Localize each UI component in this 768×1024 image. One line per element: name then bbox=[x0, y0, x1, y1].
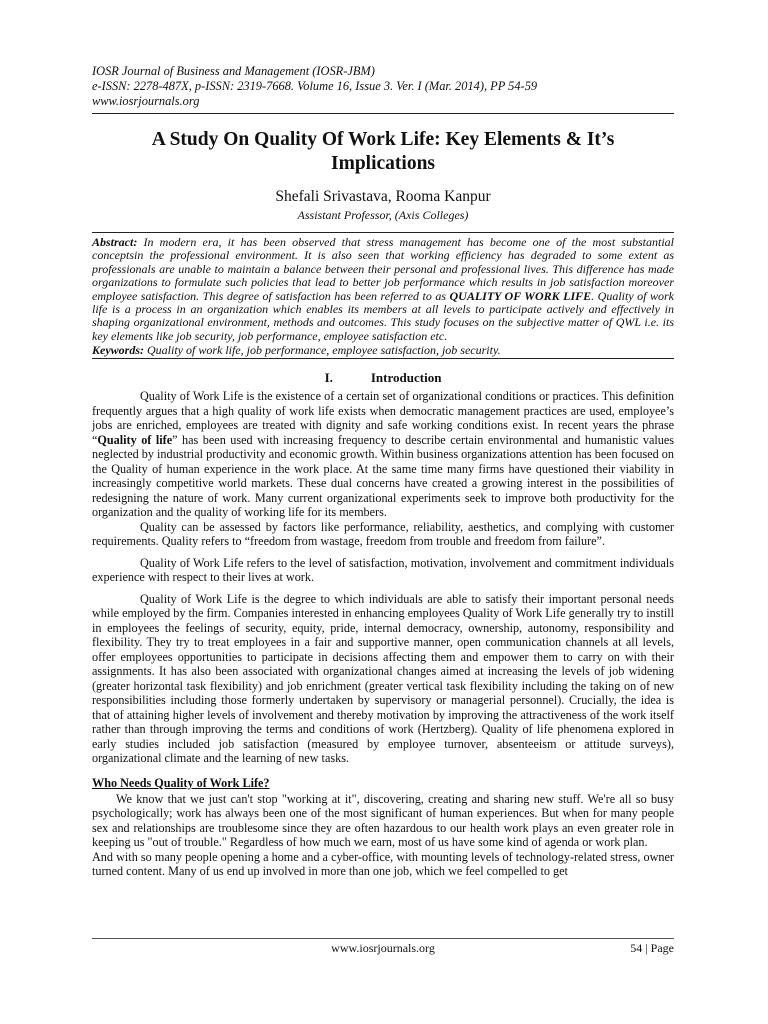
paragraph-1-emphasis: Quality of life bbox=[97, 432, 173, 447]
abstract-label: Abstract: bbox=[92, 235, 138, 249]
paragraph-1-c: ” has been used with increasing frequency to describe certain environmental and humanistic values neglected by industrial productivity and economic growth. Within business organizations attention has been focused on the Quality of human experience in the work place. At the same time many firms have questioned their viability in increasingly competitive world markets. These dual concerns have created a growing interest in the possibilities of redesigning the nature of work. Many current organizational experiments seek to improve both productivity for the organization and the quality of working life for its members. bbox=[92, 432, 674, 520]
abstract-divider-bottom bbox=[92, 358, 674, 359]
paragraph-2: Quality can be assessed by factors like performance, reliability, aesthetics, and complying with customer requirements. Quality refers to “freedom from wastage, freedom from trouble and freedom from failure”. bbox=[92, 519, 674, 549]
abstract-divider-top bbox=[92, 232, 674, 233]
journal-site: www.iosrjournals.org bbox=[92, 94, 200, 108]
subheading-who-needs-qwl bbox=[92, 776, 674, 791]
paper-title-line1: A Study On Quality Of Work Life: Key Elements & It’s bbox=[151, 129, 615, 150]
paper-title bbox=[92, 128, 674, 176]
keywords-label: Keywords: bbox=[92, 343, 144, 358]
subheading-question-mark: ? bbox=[263, 775, 270, 790]
paper-page bbox=[92, 64, 674, 879]
authors: Shefali Srivastava, Rooma Kanpur bbox=[275, 188, 491, 205]
abstract-text-a: In modern era, it has been observed that stress management has become one of the most substantial conceptsin the professional environment. It is also seen that working efficiency has degraded to some extent as professionals are unable to maintain a balance between their personal and professional lives. This difference has made organizations to formulate such policies that lead to better job performance which results in job satisfaction moreover employee satisfaction. This degree of satisfaction has been referred to as bbox=[92, 235, 674, 303]
section-number: I. bbox=[324, 370, 333, 386]
subheading-text: Who Needs Quality of Work Life bbox=[92, 775, 264, 790]
abstract-text-b: . Quality of work life is a process in an organization which enables its members at all levels to participate actively and effectively in shaping organizational environment, methods and outcomes. This study focuses on the subjective matter of QWL i.e. its key elements like job security, job performance, employee satisfaction etc. bbox=[92, 288, 674, 343]
journal-header bbox=[92, 64, 674, 109]
keywords-text: Quality of work life, job performance, employee satisfaction, job security. bbox=[144, 343, 501, 358]
affiliation: Assistant Professor, (Axis Colleges) bbox=[297, 208, 469, 222]
header-divider bbox=[92, 113, 674, 114]
journal-issn: e-ISSN: 2278-487X, p-ISSN: 2319-7668. Volume 16, Issue 3. Ver. I (Mar. 2014), PP 54-59 bbox=[92, 79, 538, 93]
paragraph-4: Quality of Work Life is the degree to which individuals are able to satisfy their important personal needs while employed by the firm. Companies interested in enhancing employees Quality of Work Life generally try to instill in employees the feelings of security, equity, pride, internal democracy, ownership, autonomy, responsibility and flexibility. They try to treat employees in a fair and supportive manner, open communication channels at all levels, offer employees opportunities to participate in decisions affecting them and empower them to carry on with their assignments. It has also been associated with organizational changes aimed at increasing the levels of job widening (greater horizontal task flexibility) and job enrichment (greater vertical task flexibility including the taking on of new responsibilities including those formerly undertaken by supervisory or managerial personnel). Crucially, the idea is that of attaining higher levels of involvement and thereby motivation by improving the attractiveness of the work itself rather than through improving the terms and conditions of work (Hertzberg). Quality of life phenomena explored in early studies included job satisfaction (measured by employee turnover, absenteeism or attitude surveys), organizational climate and the learning of new tasks. bbox=[92, 591, 674, 766]
paragraph-1-a: Quality of Work Life is the existence of a certain set of organizational conditions or practices. This definition frequently argues that a high quality of work life exists when democratic management practices are used, employee’s jobs are enriched, employees are treated with dignity and safe working conditions exist. In recent years the phrase “ bbox=[92, 389, 674, 447]
section-title: Introduction bbox=[370, 370, 442, 386]
footer-site: www.iosrjournals.org bbox=[331, 941, 435, 955]
paragraph-3: Quality of Work Life refers to the level of satisfaction, motivation, involvement and commitment individuals experience with respect to their lives at work. bbox=[92, 555, 674, 585]
paper-title-line2: Implications bbox=[330, 153, 435, 174]
page-number: 54 | Page bbox=[630, 941, 674, 955]
paragraph-5: We know that we just can't stop "working at it", discovering, creating and sharing new stuff. We're all so busy psychologically; work has always been one of the most significant of human experiences. But when for many people sex and relationships are troublesome since they are often hazardous to our health work plays an even greater role in keeping us "out of trouble." Regardless of how much we earn, most of us have some kind of agenda or work plan. bbox=[92, 791, 674, 850]
section-heading-introduction bbox=[92, 370, 674, 385]
paragraph-6: And with so many people opening a home and a cyber-office, with mounting levels of technology-related stress, owner turned content. Many of us end up involved in more than one job, which we feel compelled to get bbox=[92, 849, 674, 879]
paragraph-1 bbox=[92, 389, 674, 520]
abstract-emphasis: QUALITY OF WORK LIFE bbox=[449, 288, 592, 303]
introduction-body bbox=[92, 389, 674, 766]
journal-name: IOSR Journal of Business and Management (IOSR-JBM) bbox=[92, 64, 375, 78]
who-needs-body bbox=[92, 792, 674, 879]
abstract bbox=[92, 236, 674, 343]
page-footer bbox=[92, 941, 674, 956]
keywords bbox=[92, 343, 674, 357]
footer-divider bbox=[92, 938, 674, 939]
